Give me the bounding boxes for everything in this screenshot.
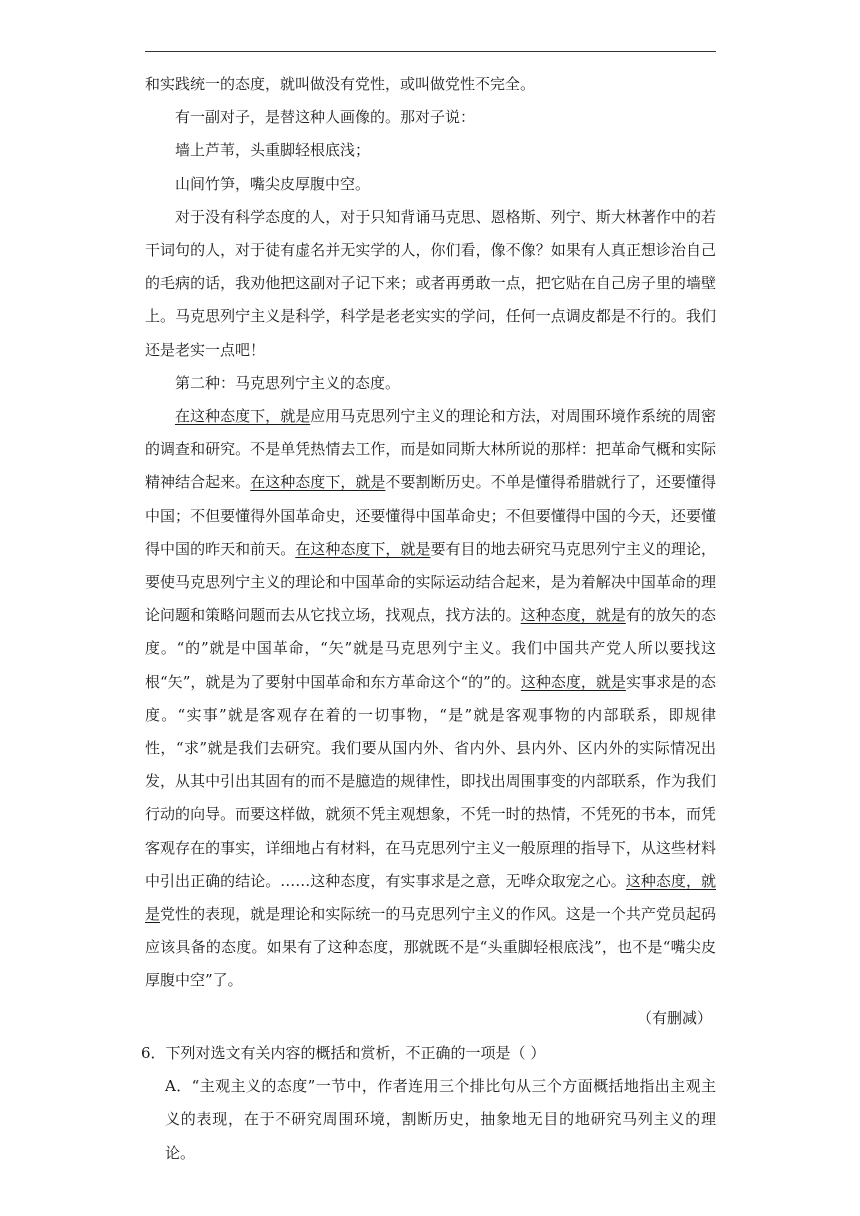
source-note: （有删减）: [636, 1008, 712, 1027]
text-run: 有的放矢的态度。“的”就是中国革命，“矢”就是马克思列宁主义。我们中国共产党人所以要找这根“矢”，就是为了要射中国革命和东方革命这个“的”的。: [145, 606, 716, 691]
passage: [141, 68, 716, 1170]
section-heading: 第二种：马克思列宁主义的态度。: [175, 373, 401, 392]
underlined-phrase: 这种态度，就是: [145, 871, 716, 924]
paragraph: [145, 400, 716, 998]
underlined-phrase: 在这种态度下，就是: [295, 539, 431, 558]
text-run: 不要割断历史。不单是懂得希腊就行了，还要懂得中国；不但要懂得外国革命史，还要懂得中国革命史；不但要懂得中国的今天，还要懂得中国的昨天和前天。: [145, 473, 716, 558]
text-run: 要有目的地去研究马克思列宁主义的理论，要使马克思列宁主义的理论和中国革命的实际运动结合起来，是为着解决中国革命的理论问题和策略问题而去从它找立场，找观点，找方法的。: [145, 539, 716, 625]
paragraph: 有一副对子，是替这种人画像的。那对子说：: [175, 108, 476, 127]
couplet-line: 墙上芦苇，头重脚轻根底浅；: [175, 141, 371, 160]
question-stem: 6．下列对选文有关内容的概括和赏析，不正确的一项是（ ）: [141, 1043, 546, 1062]
paragraph: 和实践统一的态度，就叫做没有党性，或叫做党性不完全。: [145, 75, 536, 93]
underlined-phrase: 这种态度，就是: [520, 672, 626, 691]
text-run: 实事求是的态度。“实事”就是客观存在着的一切事物，“是”就是客观事物的内部联系，即规律性，“求”就是我们去研究。我们要从国内外、省内外、县内外、区内外的实际情况出发，从其中引出其固有的而不是臆造的规律性，即找出周围事变的内部联系，作为我们行动的向导。而要这样做，就须不凭主观想象，不凭一时的热情，不凭死的书本，而凭客观存在的事实，详细地占有材料，在马克思列宁主义一般原理的指导下，从这些材料中引出正确的结论。……这种态度，有实事求是之意，无哗众取宠之心。: [145, 672, 716, 890]
text-run: 应用马克思列宁主义的理论和方法，对周围环境作系统的周密的调查和研究。不是单凭热情去工作，而是如同斯大林所说的那样：把革命气概和实际精神结合起来。: [145, 407, 716, 492]
underlined-phrase: 在这种态度下，就是: [250, 473, 386, 492]
couplet-line: 山间竹笋，嘴尖皮厚腹中空。: [175, 174, 371, 193]
underlined-phrase: 在这种态度下，就是: [175, 407, 311, 426]
option-a: A．“主观主义的态度”一节中，作者连用三个排比句从三个方面概括地指出主观主义的表现，在于不研究周围环境，割断历史，抽象地无目的地研究马列主义的理论。: [165, 1077, 716, 1162]
text-run: 党性的表现，就是理论和实际统一的马克思列宁主义的作风。这是一个共产党员起码应该具备的态度。如果有了这种态度，那就既不是“头重脚轻根底浅”，也不是“嘴尖皮厚腹中空”了。: [145, 905, 716, 990]
header-rule: [145, 51, 716, 52]
paragraph: 对于没有科学态度的人，对于只知背诵马克思、恩格斯、列宁、斯大林著作中的若干词句的人，对于徒有虚名并无实学的人，你们看，像不像？如果有人真正想诊治自己的毛病的话，我劝他把这副对子记下来；或者再勇敢一点，把它贴在自己房子里的墙壁上。马克思列宁主义是科学，科学是老老实实的学问，任何一点调皮都是不行的。我们还是老实一点吧！: [145, 207, 716, 359]
underlined-phrase: 这种态度，就是: [520, 606, 626, 625]
